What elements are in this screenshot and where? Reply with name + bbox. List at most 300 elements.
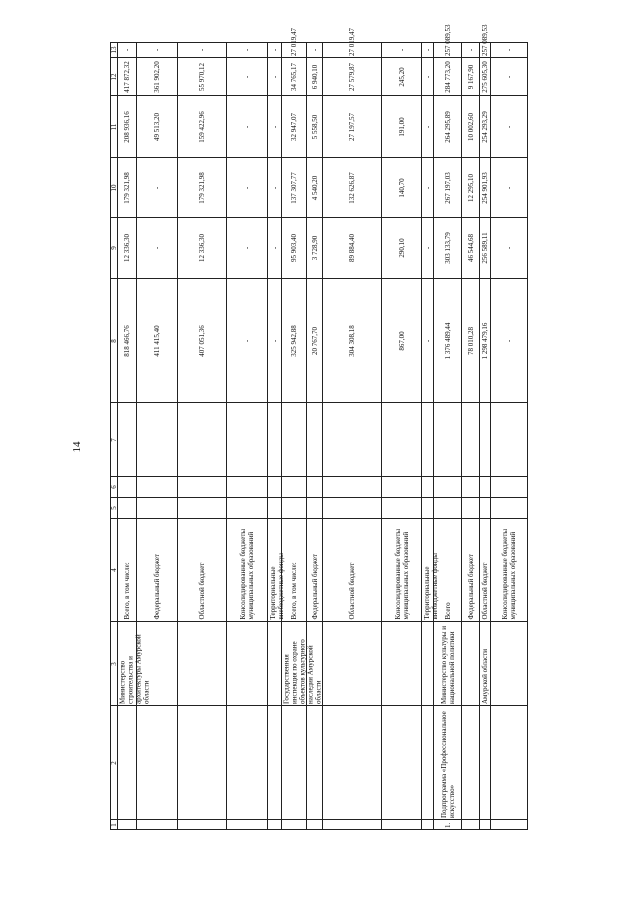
header-label: 6 [110,485,118,489]
cell-text: - [466,48,475,52]
table-cell [434,622,462,706]
table-cell [282,519,307,622]
cell-text: Областной бюджет [348,562,356,620]
cell-text: - [153,48,161,52]
cell-text: 407 051,36 [198,324,206,357]
table-cell [178,477,227,498]
table-cell [307,279,323,403]
table-cell [434,24,462,58]
cell-text: 284 773,20 [443,60,452,93]
cell-text: 27 019,47 [348,28,356,56]
header-label: 3 [110,661,118,666]
cell-text: 1 376 489,44 [443,322,452,359]
cell-text: Амурской области [481,648,489,704]
header-label: 8 [110,338,118,343]
table-cell [382,279,422,403]
cell-text: 4 540,20 [310,175,319,200]
table-cell [268,42,282,58]
cell-text: 304 308,18 [348,324,356,357]
cell-text: - [198,48,206,52]
table-cell [422,622,434,706]
table-cell [323,403,382,477]
table-cell [282,820,307,830]
cell-text: 10 002,60 [466,112,475,141]
table-cell [382,403,422,477]
header-cell [110,279,118,403]
table-cell [137,519,178,622]
cell-text: 1. [443,822,452,828]
table-cell [282,158,307,218]
table-cell [422,519,439,622]
table-cell [178,622,227,706]
table-cell [491,218,528,279]
table-cell [382,706,422,820]
cell-text: - [505,48,513,52]
cell-text: Всего, в том числе: [290,562,298,620]
table-cell [118,519,137,622]
table-cell [227,403,268,477]
cell-text: Министерство культуры и национальной политики [439,625,456,704]
table-cell [382,519,422,622]
table-cell [227,158,268,218]
table-cell [178,820,227,830]
cell-text: - [505,75,513,78]
header-cell [110,58,118,96]
cell-text: 32 947,07 [290,112,298,141]
table-cell [480,96,491,158]
table-cell [137,403,178,477]
cell-text: Областной бюджет [198,562,206,620]
header-cell [110,519,118,622]
cell-text: - [270,48,279,52]
cell-text: 5 558,50 [310,114,319,139]
table-cell [118,42,137,58]
table-cell [382,158,422,218]
table-cell [480,58,491,96]
cell-text: 208 936,16 [123,110,131,143]
table-cell [282,477,307,498]
table-cell [137,279,178,403]
table-cell [268,622,282,706]
cell-text: 27 579,87 [348,62,356,91]
table-cell [137,820,178,830]
table-cell [323,279,382,403]
table-cell [268,158,282,218]
table-cell [118,498,137,519]
table-cell [323,28,382,58]
table-cell [480,498,491,519]
table-cell [434,477,462,498]
cell-text: 137 307,77 [290,171,298,204]
table-cell [491,622,528,706]
table-cell [118,706,137,820]
table-cell [268,58,282,96]
cell-text: Консолидированные бюджеты муниципальных образований [501,528,517,620]
table-cell [434,158,462,218]
table-cell [323,477,382,498]
cell-text: - [153,186,161,189]
cell-text: Консолидированные бюджеты муниципальных образований [239,528,255,620]
cell-text: - [270,339,279,342]
header-label: 11 [110,123,118,130]
table-cell [282,218,307,279]
cell-text: 245,20 [397,66,406,87]
table-cell [227,498,268,519]
header-cell [110,403,118,477]
table-cell [227,706,268,820]
table-cell [227,622,268,706]
table-cell [491,706,528,820]
cell-text: Подпрограмма «Профессиональное искусство» [439,710,456,818]
cell-text: 55 970,12 [198,62,206,91]
table-cell [307,96,323,158]
table-cell [382,820,422,830]
cell-text: 9 167,90 [466,64,475,89]
cell-text: - [505,125,513,128]
cell-text: 3 728,90 [310,235,319,261]
header-cell [110,218,118,279]
header-cell [110,96,118,158]
table-cell [462,279,480,403]
table-cell [382,622,422,706]
table-cell [422,498,434,519]
table-cell [227,96,268,158]
table-cell [382,58,422,96]
table-cell [307,42,323,58]
cell-text: Федеральный бюджет [466,554,475,620]
table-cell [178,42,227,58]
table-cell [137,218,178,279]
cell-text: - [153,246,161,250]
table-cell [422,42,434,58]
table-cell [422,477,434,498]
cell-text: - [243,339,251,342]
table-cell [307,498,323,519]
table-cell [307,58,323,96]
table-cell [323,622,382,706]
cell-text: - [423,246,432,250]
cell-text: - [423,125,432,128]
table-cell [307,158,323,218]
cell-text: 12 336,30 [198,234,206,262]
table-cell [323,58,382,96]
table-cell [462,498,480,519]
table-cell [462,820,480,830]
header-label: 2 [110,760,118,765]
table-cell [137,96,178,158]
table-cell [227,42,268,58]
cell-text: Всего, в том числе: [123,562,131,620]
table-cell [282,706,307,820]
table-cell [227,519,268,622]
table-cell [227,58,268,96]
header-label: 9 [110,246,118,250]
cell-text: 27 019,47 [290,28,298,56]
table-cell [323,706,382,820]
table-cell [178,218,227,279]
table-cell [137,158,178,218]
cell-text: 264 295,89 [443,110,452,143]
cell-text: 49 513,20 [153,112,161,141]
table-cell [227,477,268,498]
table-cell [434,58,462,96]
table-cell [137,58,178,96]
table-cell [282,96,307,158]
table-cell [323,820,382,830]
table-cell [268,96,282,158]
cell-text: Федеральный бюджет [310,554,319,620]
table-cell [323,519,382,622]
table-cell [137,42,178,58]
header-cell [110,477,118,498]
cell-text: - [423,186,432,189]
cell-text: 417 872,32 [123,60,131,93]
table-cell [462,403,480,477]
table-cell [178,96,227,158]
table-cell [178,706,227,820]
cell-text: 179 321,98 [123,171,131,204]
table-cell [462,158,480,218]
table-cell [480,477,491,498]
cell-text: - [397,48,406,52]
table-cell [434,498,462,519]
table-cell [382,42,422,58]
cell-text: - [243,75,251,78]
header-label: 7 [110,437,118,442]
page-number: 14 [71,441,83,453]
cell-text: - [270,75,279,78]
table-cell [118,218,137,279]
table-cell [178,519,227,622]
table-cell [268,218,282,279]
table-cell [178,498,227,519]
cell-text: 361 902,20 [153,60,161,93]
table-cell [137,706,178,820]
cell-text: - [505,339,513,342]
cell-text: Областной бюджет [481,562,489,620]
table-cell [118,279,137,403]
table-cell [480,706,491,820]
cell-text: 159 422,96 [198,110,206,143]
cell-text: 303 133,79 [443,232,452,264]
table-cell [268,820,282,830]
table-cell [491,403,528,477]
cell-text: 867,00 [397,330,406,351]
cell-text: Территориальные внебюджетные фонды [422,553,439,620]
table-cell [282,58,307,96]
table-cell [491,498,528,519]
table-cell [282,279,307,403]
table-cell [491,158,528,218]
cell-text: - [505,246,513,250]
table-cell [307,820,323,830]
table-cell [491,820,528,830]
table-cell [268,498,282,519]
cell-text: 12 336,30 [123,234,131,262]
table-cell [462,477,480,498]
table-cell [422,218,434,279]
cell-text: 290,10 [397,238,406,258]
table-cell [137,622,178,706]
header-cell [110,158,118,218]
cell-text: 257 089,53 [443,24,452,56]
header-label: 10 [110,184,118,191]
table-cell [118,58,137,96]
table-cell [422,158,434,218]
cell-text: 267 197,03 [443,171,452,204]
table-cell [462,96,480,158]
table-cell [282,403,307,477]
cell-text: 140,70 [397,177,406,198]
table-cell [422,58,434,96]
table-cell [480,218,491,279]
cell-text: Министерство строительства и архитектуры Амурской области [118,633,151,704]
table-cell [307,519,323,622]
table-cell [480,820,491,830]
table-cell [480,279,491,403]
table-cell [480,403,491,477]
table-cell [137,498,178,519]
cell-text: Государственная инспекция по охране объектов культурного наследия Амурской области [282,638,323,704]
table-cell [178,403,227,477]
table-cell [268,519,285,622]
table-cell [307,218,323,279]
table-cell [422,820,434,830]
table-cell [282,498,307,519]
table-cell [227,820,268,830]
table-cell [491,58,528,96]
table-cell [282,28,307,58]
cell-text: 818 466,76 [123,324,131,357]
cell-text: 20 767,70 [310,326,319,355]
cell-text: - [423,339,432,342]
table-cell [268,706,282,820]
table-cell [462,58,480,96]
table-cell [323,218,382,279]
cell-text: - [505,186,513,189]
table-cell [382,498,422,519]
table-cell [491,42,528,58]
cell-text: Федеральный бюджет [153,554,161,620]
table-cell [323,158,382,218]
header-cell [110,622,118,706]
cell-text: 34 765,17 [290,62,298,91]
cell-text: 254 293,29 [481,110,489,143]
table-cell [382,96,422,158]
table-cell [268,403,282,477]
table-cell [118,96,137,158]
cell-text: 46 544,68 [466,234,475,262]
cell-text: - [423,48,432,52]
table-cell [307,622,323,706]
cell-text: 27 197,57 [348,112,356,141]
cell-text: - [270,246,279,250]
table-cell [323,96,382,158]
header-label: 5 [110,506,118,510]
table-cell [118,158,137,218]
cell-text: 275 605,30 [481,60,489,93]
header-label: 4 [110,568,118,572]
table-cell [118,403,137,477]
table-cell [382,477,422,498]
table-cell [434,403,462,477]
table-cell [491,279,528,403]
table-cell [268,279,282,403]
header-cell [110,42,118,58]
cell-text: - [243,48,251,52]
table-cell [422,279,434,403]
table-cell [178,158,227,218]
cell-text: 95 903,40 [290,234,298,262]
table-cell [480,519,491,622]
table-cell [480,24,491,58]
table-cell [118,622,151,706]
table-cell [422,706,434,820]
header-cell [110,498,118,519]
cell-text: - [243,125,251,128]
table-cell [434,218,462,279]
cell-text: 411 415,40 [153,324,161,357]
table-cell [307,403,323,477]
table-cell [382,218,422,279]
table-cell [227,279,268,403]
table-cell [434,96,462,158]
cell-text: 325 942,88 [290,324,298,357]
cell-text: 78 010,28 [466,326,475,355]
header-cell [110,820,118,830]
table-cell [323,498,382,519]
cell-text: 256 589,11 [481,232,489,264]
cell-text: - [270,186,279,189]
cell-text: 6 940,10 [310,64,319,89]
table-cell [434,519,462,622]
cell-text: - [123,48,131,52]
cell-text: 89 884,40 [348,234,356,262]
table-cell [178,279,227,403]
table-cell [227,218,268,279]
cell-text: Всего [443,602,452,620]
table-cell [178,58,227,96]
cell-text: 257 089,53 [481,24,489,56]
cell-text: - [423,75,432,78]
table-cell [491,477,528,498]
table-cell [282,622,323,706]
table-cell [480,622,491,706]
header-cell [110,706,118,820]
table-cell [422,403,434,477]
table-cell [462,42,480,58]
cell-text: Консолидированные бюджеты муниципальных образований [393,528,410,620]
cell-text: 191,00 [397,116,406,137]
table-cell [462,519,480,622]
cell-text: 1 298 479,16 [481,322,489,359]
cell-text: Территориальные внебюджетные фонды [268,553,285,620]
table-cell [462,706,480,820]
cell-text: 254 901,93 [481,171,489,204]
table-cell [422,96,434,158]
table-cell [137,477,178,498]
cell-text: 12 295,10 [466,173,475,202]
cell-text: - [270,125,279,128]
cell-text: - [310,48,319,52]
table-cell [307,706,323,820]
table-cell [434,279,462,403]
table-cell [434,706,462,820]
cell-text: 132 626,87 [348,171,356,204]
cell-text: - [243,246,251,250]
header-label: 13 [110,46,118,54]
header-label: 12 [110,73,118,80]
